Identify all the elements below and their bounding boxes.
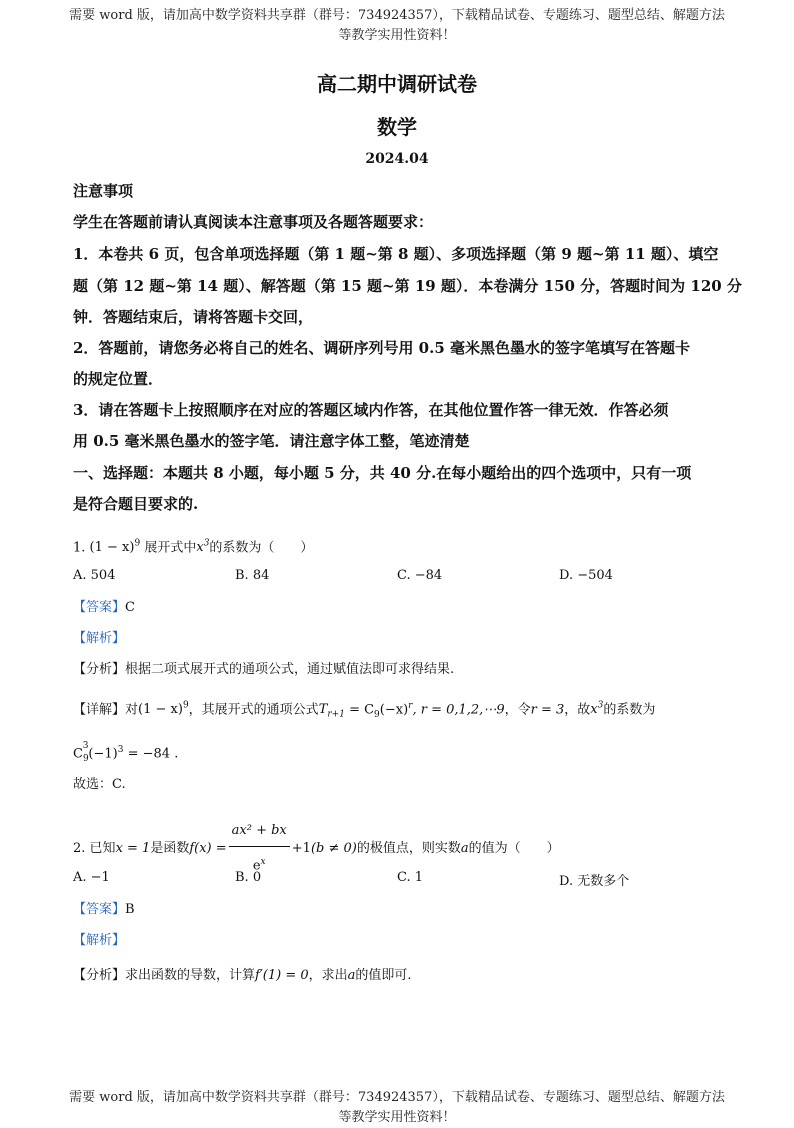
q1-analysis	[73, 629, 125, 649]
notice-2a: 2．答题前，请您务必将自己的姓名、调研序列号用 0.5 毫米黑色墨水的签字笔填写在答题卡	[73, 339, 690, 357]
notice-1c: 钟．答题结束后，请将答题卡交回，	[73, 308, 314, 326]
q1-fenxi-text: 根据二项式展开式的通项公式，通过赋值法即可求得结果.	[125, 662, 455, 677]
exam-title: 高二期中调研试卷	[317, 72, 477, 96]
q2-option-b: B. 0	[235, 870, 262, 885]
q1-detail-expr: $(1 - x)^9$	[138, 701, 189, 718]
notice-title: 注意事项	[73, 182, 134, 200]
q1-option-a: A. 504	[73, 568, 116, 583]
q1-answer	[73, 598, 135, 618]
notice-3b: 用 0.5 毫米黑色墨水的签字笔．请注意字体工整，笔迹清楚	[73, 432, 470, 450]
question-1	[73, 534, 313, 558]
notice-2b: 的规定位置．	[73, 370, 164, 388]
q1-fenxi	[73, 660, 454, 680]
q1-detail-formula: $T_{r+1}$	[318, 702, 345, 720]
q2-answer-tag: 【答案】	[73, 902, 126, 917]
q1-var: $x^3$	[196, 539, 210, 556]
q1-detail-tag: 【详解】	[73, 702, 126, 718]
q1-text-1: 展开式中	[144, 540, 197, 556]
notice-1b: 题（第 12 题~第 14 题）、解答题（第 15 题~第 19 题）．本卷满分 150 分，答题时间为 120 分	[73, 277, 742, 295]
q1-analysis-tag: 【解析】	[73, 631, 126, 646]
q1-option-d: D. −504	[559, 568, 613, 583]
q2-option-a: A. −1	[73, 870, 110, 885]
exam-date: 2024.04	[365, 151, 429, 167]
footer-line-1: 需要 word 版，请加高中数学资料共享群（群号：734924357），下载精品试卷、专题练习、题型总结、解题方法	[69, 1090, 725, 1105]
q2-option-d: D. 无数多个	[559, 874, 630, 889]
section-heading-b: 是符合题目要求的.	[73, 495, 199, 513]
q1-option-c: C. −84	[397, 568, 443, 583]
q1-calc: $C_9^3(-1)^3 = -84$ .	[73, 741, 179, 764]
q1-text-2: 的系数为（ ）	[209, 540, 314, 556]
notice-intro: 学生在答题前请认真阅读本注意事项及各题答题要求：	[73, 213, 434, 231]
section-heading-a: 一、选择题：本题共 8 小题，每小题 5 分，共 40 分.在每小题给出的四个选项中，只有一项	[73, 464, 692, 482]
q1-detail: 【详解】对$(1 - x)^9$，其展开式的通项公式$T_{r+1} = C_9(-x)^r$, r = 0,1,2,⋯9，令r = 3，故$x^3$的系数为	[73, 701, 656, 720]
q1-number: 1.	[73, 540, 86, 556]
page-header	[0, 6, 794, 46]
notice-1a: 1．本卷共 6 页，包含单项选择题（第 1 题~第 8 题）、多项选择题（第 9 题~第 11 题）、填空	[73, 245, 719, 263]
header-line-2: 等教学实用性资料！	[338, 28, 456, 43]
footer-line-2: 等教学实用性资料！	[338, 1110, 456, 1125]
question-2: 2. 已知x = 1是函数f(x) = $\frac{\text{ax² + bx}}{e^x}$ +1(b ≠ 0)的极值点，则实数a的值为（ ）	[73, 816, 560, 881]
q2-answer	[73, 900, 135, 920]
q2-analysis-tag: 【解析】	[73, 933, 126, 948]
exam-subject: 数学	[377, 115, 417, 139]
notice-3a: 3．请在答题卡上按照顺序在对应的答题区域内作答，在其他位置作答一律无效．作答必须	[73, 401, 669, 419]
q1-expression: $(1 - x)^9$	[89, 539, 141, 556]
q2-fenxi: 【分析】求出函数的导数，计算f′(1) = 0，求出a的值即可.	[73, 968, 412, 983]
page-footer	[0, 1088, 794, 1128]
q1-option-b: B. 84	[235, 568, 270, 583]
q1-answer-tag: 【答案】	[73, 600, 126, 615]
q1-detail-var: $x^3$	[590, 701, 604, 718]
q1-answer-value: C	[125, 600, 135, 615]
q2-answer-value: B	[125, 902, 135, 917]
header-line-1: 需要 word 版，请加高中数学资料共享群（群号：734924357），下载精品试卷、专题练习、题型总结、解题方法	[69, 8, 725, 23]
q2-fraction: $\frac{\text{ax² + bx}}{e^x}$	[229, 816, 290, 881]
q1-conclusion: 故选：C.	[73, 777, 126, 792]
q2-option-c: C. 1	[397, 870, 424, 885]
q2-analysis	[73, 931, 125, 951]
q1-fenxi-tag: 【分析】	[73, 662, 126, 677]
